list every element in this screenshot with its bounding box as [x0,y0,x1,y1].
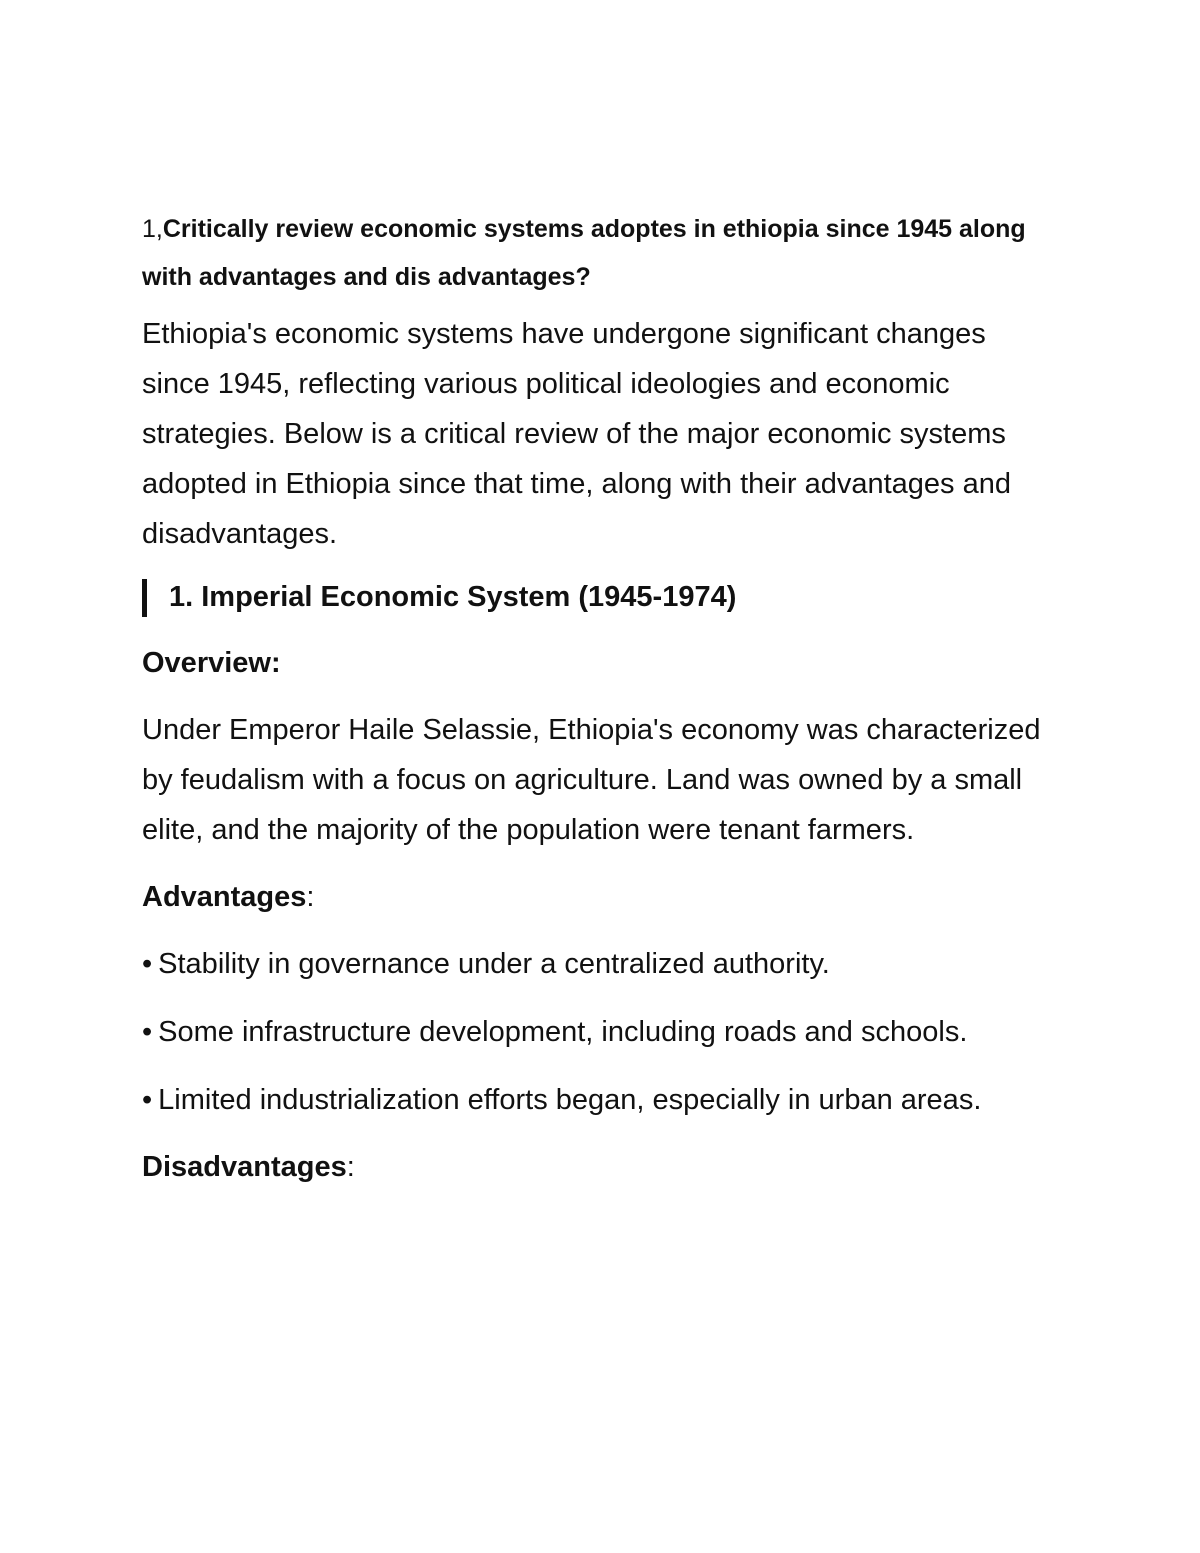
advantages-label-text: Advantages [142,881,307,913]
disadvantages-label-text: Disadvantages [142,1151,347,1183]
list-item-text: Limited industrialization efforts began, especially in urban areas. [158,1084,982,1116]
question-text: Critically review economic systems adoptes in ethiopia since 1945 along with advantages and dis advantages? [142,215,1026,291]
overview-label [142,639,1042,687]
list-item [142,1075,1042,1125]
bullet-icon: • [142,948,153,980]
overview-label-text: Overview: [142,647,281,679]
question-heading [142,205,1042,301]
document-content [142,205,1042,1209]
bullet-icon: • [142,1016,153,1048]
advantages-label-colon: : [306,881,315,913]
disadvantages-label-colon: : [346,1151,355,1183]
list-item-text: Some infrastructure development, including roads and schools. [158,1016,968,1048]
question-number: 1, [142,215,163,243]
section-heading-text: 1. Imperial Economic System (1945-1974) [169,581,737,613]
disadvantages-label [142,1143,1042,1191]
section-heading [142,573,1042,621]
heading-bar-marker [142,579,147,617]
intro-paragraph: Ethiopia's economic systems have undergone significant changes since 1945, reflecting various political ideologies and economic strategies. Below is a critical review of the major economic systems adopted in Ethiopia since that time, along with their advantages and disadvantages. [142,318,1011,550]
list-item [142,939,1042,989]
bullet-icon: • [142,1084,153,1116]
advantages-label [142,873,1042,921]
overview-paragraph: Under Emperor Haile Selassie, Ethiopia's economy was characterized by feudalism with a focus on agriculture. Land was owned by a small elite, and the majority of the population were tenant farmers. [142,714,1041,846]
list-item-text: Stability in governance under a centralized authority. [158,948,830,980]
list-item [142,1007,1042,1057]
